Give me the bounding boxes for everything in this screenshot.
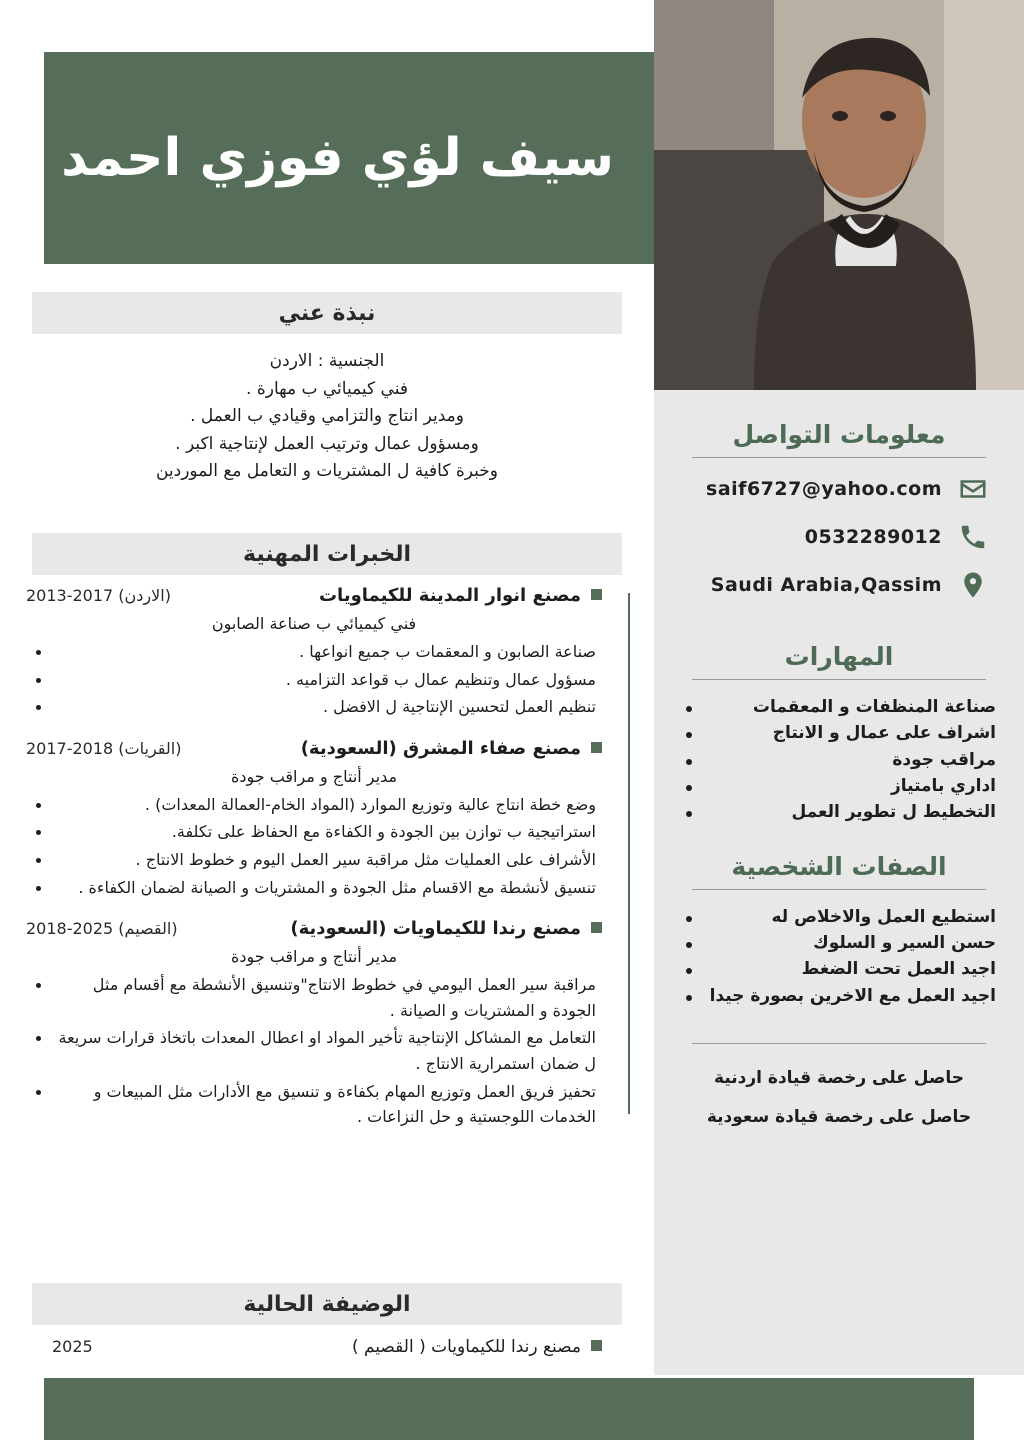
contact-email-value: saif6727@yahoo.com xyxy=(706,478,942,500)
contact-phone-value: 0532289012 xyxy=(804,526,942,548)
skills-list xyxy=(682,694,996,826)
page-title: سيف لؤي فوزي احمد xyxy=(61,128,614,188)
experience-role: مدير أنتاج و مراقب جودة xyxy=(230,947,398,967)
about-line: ومسؤول عمال وترتيب العمل لإنتاجية اكبر . xyxy=(175,433,479,454)
about-line: وخبرة كافية ل المشتريات و التعامل مع الموردين xyxy=(155,461,498,482)
list-item: صناعة المنظفات و المعقمات xyxy=(686,694,996,720)
list-item: اجيد العمل مع الاخرين بصورة جيدا xyxy=(686,983,996,1009)
duty-item: استراتيجية ب توازن بين الجودة و الكفاءة مع الحفاظ على تكلفة. xyxy=(32,819,596,845)
contact-item-location[interactable] xyxy=(682,568,996,602)
experience-item-header xyxy=(26,585,602,606)
experience-item xyxy=(18,918,620,1130)
duty-item: تنظيم العمل لتحسين الإنتاجية ل الافضل . xyxy=(32,694,596,720)
experience-date: 2018-2025 (القصيم) xyxy=(26,919,178,939)
about-section-header xyxy=(32,292,622,334)
mail-icon xyxy=(956,472,990,506)
square-bullet-icon xyxy=(591,1340,602,1351)
timeline-rule xyxy=(628,593,630,1114)
square-bullet-icon xyxy=(591,589,602,600)
phone-icon xyxy=(956,520,990,554)
about-line: فني كيميائي ب مهارة . xyxy=(246,378,408,399)
about-line: ومدير انتاج والتزامي وقيادي ب العمل . xyxy=(190,406,464,427)
experience-duties xyxy=(26,792,602,900)
sidebar-body xyxy=(654,390,1024,1375)
list-item: اجيد العمل تحت الضغط xyxy=(686,956,996,982)
experience-role: فني كيميائي ب صناعة الصابون xyxy=(211,614,417,633)
experience-section-header xyxy=(32,533,622,575)
about-heading: نبذة عني xyxy=(278,300,376,326)
current-job-row xyxy=(0,1325,654,1357)
contact-item-phone[interactable] xyxy=(682,520,996,554)
current-job-heading: الوضيفة الحالية xyxy=(243,1291,411,1317)
personal-traits-list xyxy=(682,904,996,1009)
duty-item: تحفيز فريق العمل وتوزيع المهام بكفاءة و تنسيق مع الأدارات مثل المبيعات و الخدمات اللوجستية و حل النزاعات . xyxy=(32,1079,596,1130)
duty-item: صناعة الصابون و المعقمات ب جميع انواعها . xyxy=(32,639,596,665)
divider xyxy=(692,457,986,458)
divider xyxy=(692,1043,986,1044)
location-pin-icon xyxy=(956,568,990,602)
experience-date: 2017-2018 (القريات) xyxy=(26,738,182,758)
experience-company: مصنع رندا للكيماويات (السعودية) xyxy=(290,918,581,940)
current-job-date: 2025 xyxy=(52,1337,93,1356)
list-item: حسن السير و السلوك xyxy=(686,930,996,956)
duty-item: التعامل مع المشاكل الإنتاجية تأخير المواد او اعطال المعدات باتخاذ قرارات سريعة ل ضمان استمرارية الانتاج . xyxy=(32,1025,596,1076)
profile-photo xyxy=(654,0,1024,390)
skills-heading: المهارات xyxy=(784,642,894,671)
duty-item: مسؤول عمال وتنظيم عمال ب قواعد التزاميه . xyxy=(32,667,596,693)
contact-heading: معلومات التواصل xyxy=(732,420,946,449)
current-job-company: مصنع رندا للكيماويات ( القصيم ) xyxy=(351,1337,581,1357)
experience-list xyxy=(0,575,654,1130)
footer-banner xyxy=(44,1378,974,1440)
experience-company-wrap xyxy=(290,918,602,939)
square-bullet-icon xyxy=(591,922,602,933)
experience-item xyxy=(18,585,620,720)
name-banner xyxy=(44,52,654,264)
current-job-company-wrap xyxy=(352,1337,602,1357)
experience-duties xyxy=(26,639,602,720)
experience-company-wrap xyxy=(319,585,602,606)
divider xyxy=(692,679,986,680)
license-item: حاصل على رخصة قيادة اردنية xyxy=(714,1068,964,1089)
experience-duties xyxy=(26,972,602,1130)
about-body xyxy=(0,334,654,494)
list-item: التخطيط ل تطوير العمل xyxy=(686,799,996,825)
divider xyxy=(692,889,986,890)
current-job-section xyxy=(0,1283,654,1357)
duty-item: تنسيق لأنشطة مع الاقسام مثل الجودة و المشتريات و الصيانة لضمان الكفاءة . xyxy=(32,875,596,901)
experience-company: مصنع انوار المدينة للكيماويات xyxy=(318,585,581,606)
experience-company: مصنع صفاء المشرق (السعودية) xyxy=(300,737,581,759)
experience-role: مدير أنتاج و مراقب جودة xyxy=(230,766,398,786)
duty-item: مراقبة سير العمل اليومي في خطوط الانتاج"وتنسيق الأنشطة مع أقسام مثل الجودة و المشتريات و الصيانة . xyxy=(32,972,596,1023)
sidebar xyxy=(654,0,1024,1375)
duty-item: وضع خطة انتاج عالية وتوزيع الموارد (المواد الخام-العمالة المعدات) . xyxy=(32,792,596,818)
license-item: حاصل على رخصة قيادة سعودية xyxy=(706,1106,972,1127)
personal-traits-heading: الصفات الشخصية xyxy=(731,851,947,881)
square-bullet-icon xyxy=(591,742,602,753)
portrait-illustration xyxy=(654,0,1024,390)
experience-item-header xyxy=(26,918,602,939)
spacer xyxy=(682,826,996,852)
contact-item-email[interactable] xyxy=(682,472,996,506)
experience-heading: الخبرات المهنية xyxy=(243,541,412,567)
about-section xyxy=(0,292,654,494)
list-item: مراقب جودة xyxy=(686,747,996,773)
experience-date: 2013-2017 (الاردن) xyxy=(26,586,171,605)
about-line: الجنسية : الاردن xyxy=(269,351,385,371)
contact-location-value: Saudi Arabia,Qassim xyxy=(710,574,942,596)
experience-item-header xyxy=(26,738,602,759)
experience-item xyxy=(18,738,620,900)
list-item: اشراف على عمال و الانتاج xyxy=(686,720,996,746)
duty-item: الأشراف على العمليات مثل مراقبة سير العمل اليوم و خطوط الانتاج . xyxy=(32,847,596,873)
spacer xyxy=(682,616,996,642)
experience-company-wrap xyxy=(301,738,602,759)
current-job-section-header xyxy=(32,1283,622,1325)
licenses-list xyxy=(682,1066,996,1129)
list-item: استطيع العمل والاخلاص له xyxy=(686,904,996,930)
list-item: اداري بامتياز xyxy=(686,773,996,799)
experience-section xyxy=(0,533,654,1138)
